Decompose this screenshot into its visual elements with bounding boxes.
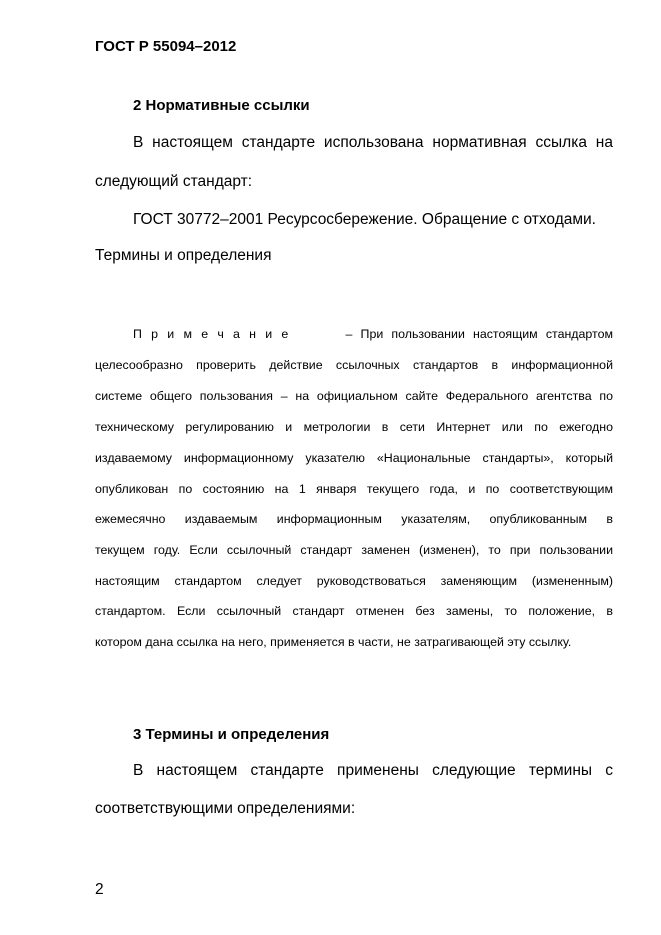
- note-line: издаваемому информационному указателю «Национальные стандарты», который: [95, 451, 613, 465]
- note-first-line-text: – При пользовании настоящим стандартом: [345, 327, 613, 341]
- note-line: ежемесячно издаваемым информационным указателям, опубликованным в: [95, 512, 613, 526]
- note-label: П р и м е ч а н и е: [133, 327, 292, 341]
- section-3-paragraph-line-1: В настоящем стандарте применены следующие термины с: [133, 762, 613, 779]
- section-2-paragraph-line-1: В настоящем стандарте использована нормативная ссылка на: [133, 134, 613, 151]
- section-3-paragraph-line-2: соответствующими определениями:: [95, 800, 356, 817]
- normative-reference-line-1: ГОСТ 30772–2001 Ресурсосбережение. Обращение с отходами.: [133, 211, 596, 228]
- page-number: 2: [95, 881, 104, 898]
- note-line: техническому регулированию и метрологии в сети Интернет или по ежегодно: [95, 420, 613, 434]
- note-line: опубликован по состоянию на 1 января текущего года, и по соответствующим: [95, 482, 613, 496]
- normative-reference-line-2: Термины и определения: [95, 247, 272, 264]
- section-2-paragraph-line-2: следующий стандарт:: [95, 173, 253, 190]
- note-first-line: [133, 327, 613, 341]
- section-3-heading: 3 Термины и определения: [133, 726, 330, 743]
- section-2-heading: 2 Нормативные ссылки: [133, 97, 310, 114]
- note-line: настоящим стандартом следует руководствоваться заменяющим (измененным): [95, 574, 613, 588]
- note-line: целесообразно проверить действие ссылочных стандартов в информационной: [95, 358, 613, 372]
- document-header: ГОСТ Р 55094–2012: [95, 38, 237, 55]
- note-line: системе общего пользования – на официальном сайте Федерального агентства по: [95, 389, 613, 403]
- note-line: котором дана ссылка на него, применяется в части, не затрагивающей эту ссылку.: [95, 635, 572, 649]
- note-line: стандартом. Если ссылочный стандарт отменен без замены, то положение, в: [95, 604, 613, 618]
- note-line: текущем году. Если ссылочный стандарт заменен (изменен), то при пользовании: [95, 543, 613, 557]
